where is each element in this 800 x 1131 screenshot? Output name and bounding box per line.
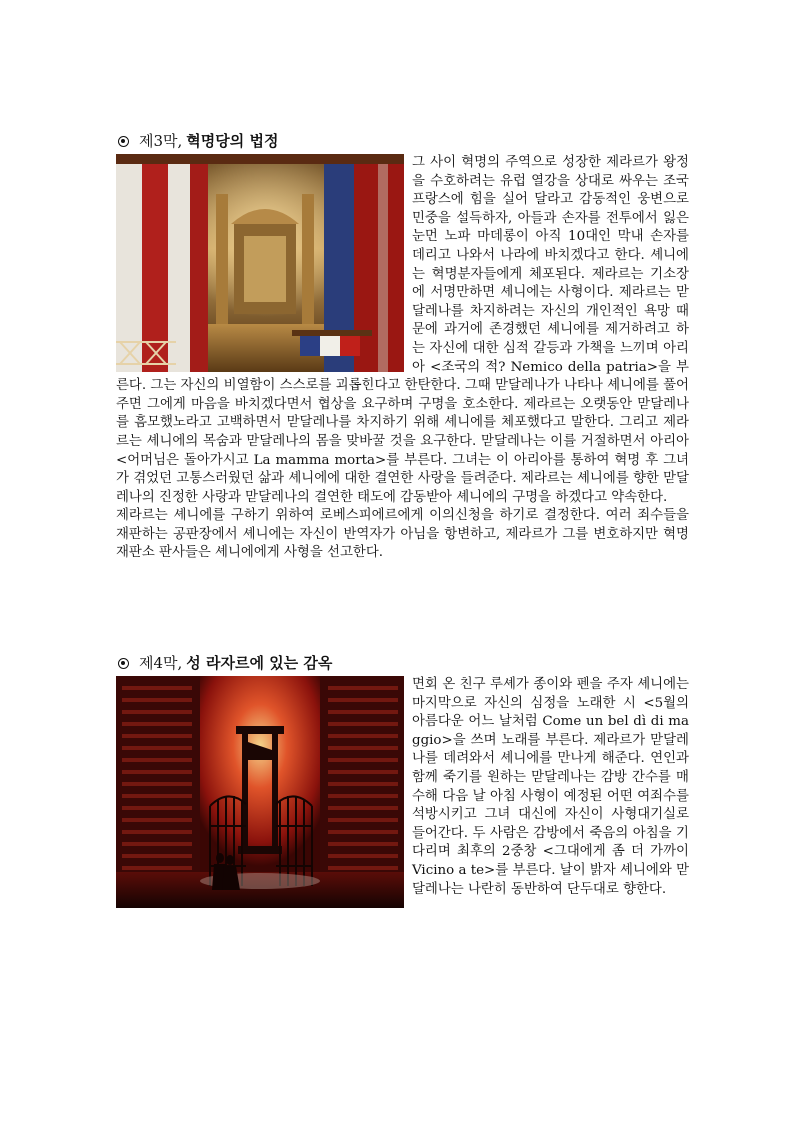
act4-section [116,652,689,912]
act3-heading [116,130,689,152]
act4-heading-label: 제4막, [139,654,183,672]
act4-body [116,676,689,899]
act4-heading-title: 성 라자르에 있는 감옥 [186,654,333,672]
act3-paragraph-1: 그 사이 혁명의 주역으로 성장한 제라르가 왕정을 수호하려는 유럽 열강을 상대로 싸우는 조국 프랑스에 힘을 실어 달라고 감동적인 웅변으로 민중을 설득하자, 아들과 손자를 전투에서 잃은 눈먼 노파 마데롱이 아직 10대인 막내 손자를 데리고 나와서 나라에 바치겠다고 한다. 셰니에는 혁명분자들에게 체포된다. 제라르는 기소장에 서명만하면 셰니에는 사형이다. 제라르는 맏달레나를 차지하려는 자신의 개인적인 욕망 때문에 과거에 존경했던 셰니에를 제거하려고 하는 자신에 대한 심적 갈등과 가책을 느끼며 아리아 <조국의 적? Nemico della patria>을 부른다. 그는 자신의 비열함이 스스로를 괴롭힌다고 한탄한다. 그때 맏달레나가 나타나 셰니에를 풀어주면 그에게 마음을 바치겠다면서 협상을 요구하며 구명을 호소한다. 제라르는 오랫동안 맏달레나를 흠모했노라고 고백하면서 맏달레나를 차지하기 위해 셰니에를 체포했다고 말한다. 그리고 제라르는 셰니에의 목숨과 맏달레나의 몸을 맞바꿀 것을 요구한다. 맏달레나는 이를 거절하면서 아리아 <어머님은 돌아가시고 La mamma morta>를 부른다. 그녀는 이 아리아를 통하여 혁명 후 그녀가 겪었던 고통스러웠던 삶과 셰니에에 대한 결연한 사랑을 들려준다. 제라르는 셰니에를 향한 맏달레나의 진정한 사랑과 맏달레나의 결연한 태도에 감동받아 셰니에의 구명을 하겠다고 약속한다. [116,155,689,505]
act3-body [116,154,689,563]
bullet-icon [118,658,129,669]
act3-heading-label: 제3막, [139,132,183,150]
guillotine-stage-image [116,676,404,908]
courtroom-stage-image [116,154,404,372]
act4-paragraph-1: 면회 온 친구 루셰가 종이와 펜을 주자 셰니에는 마지막으로 자신의 심정을 노래한 시 <5월의 아름다운 어느 날처럼 Come un bel dì di maggio>을 쓰며 노래를 부른다. 제라르가 맏달레나를 데려와서 셰니에를 만나게 해준다. 연인과 함께 죽기를 원하는 맏달레나는 감방 간수를 매수해 다음 날 아침 사형이 예정된 어떤 여죄수를 석방시키고 그녀 대신에 자신이 사형대기실로 들어간다. 두 사람은 감방에서 죽음의 아침을 기다리며 최후의 2중창 <그대에게 좀 더 가까이 Vicino a te>를 부른다. 날이 밝자 셰니에와 맏달레나는 나란히 동반하여 단두대로 향한다. [412,677,689,897]
act3-section [116,130,689,563]
act3-paragraph-2: 제라르는 셰니에를 구하기 위하여 로베스피에르에게 이의신청을 하기로 결정한다. 여러 죄수들을 재판하는 공판장에서 셰니에는 자신이 반역자가 아님을 항변하고, 제라르가 그를 변호하지만 혁명 재판소 판사들은 셰니에에게 사형을 선고한다. [116,508,689,561]
act4-heading [116,652,689,674]
bullet-icon [118,136,129,147]
act3-heading-title: 혁명당의 법정 [186,132,279,150]
